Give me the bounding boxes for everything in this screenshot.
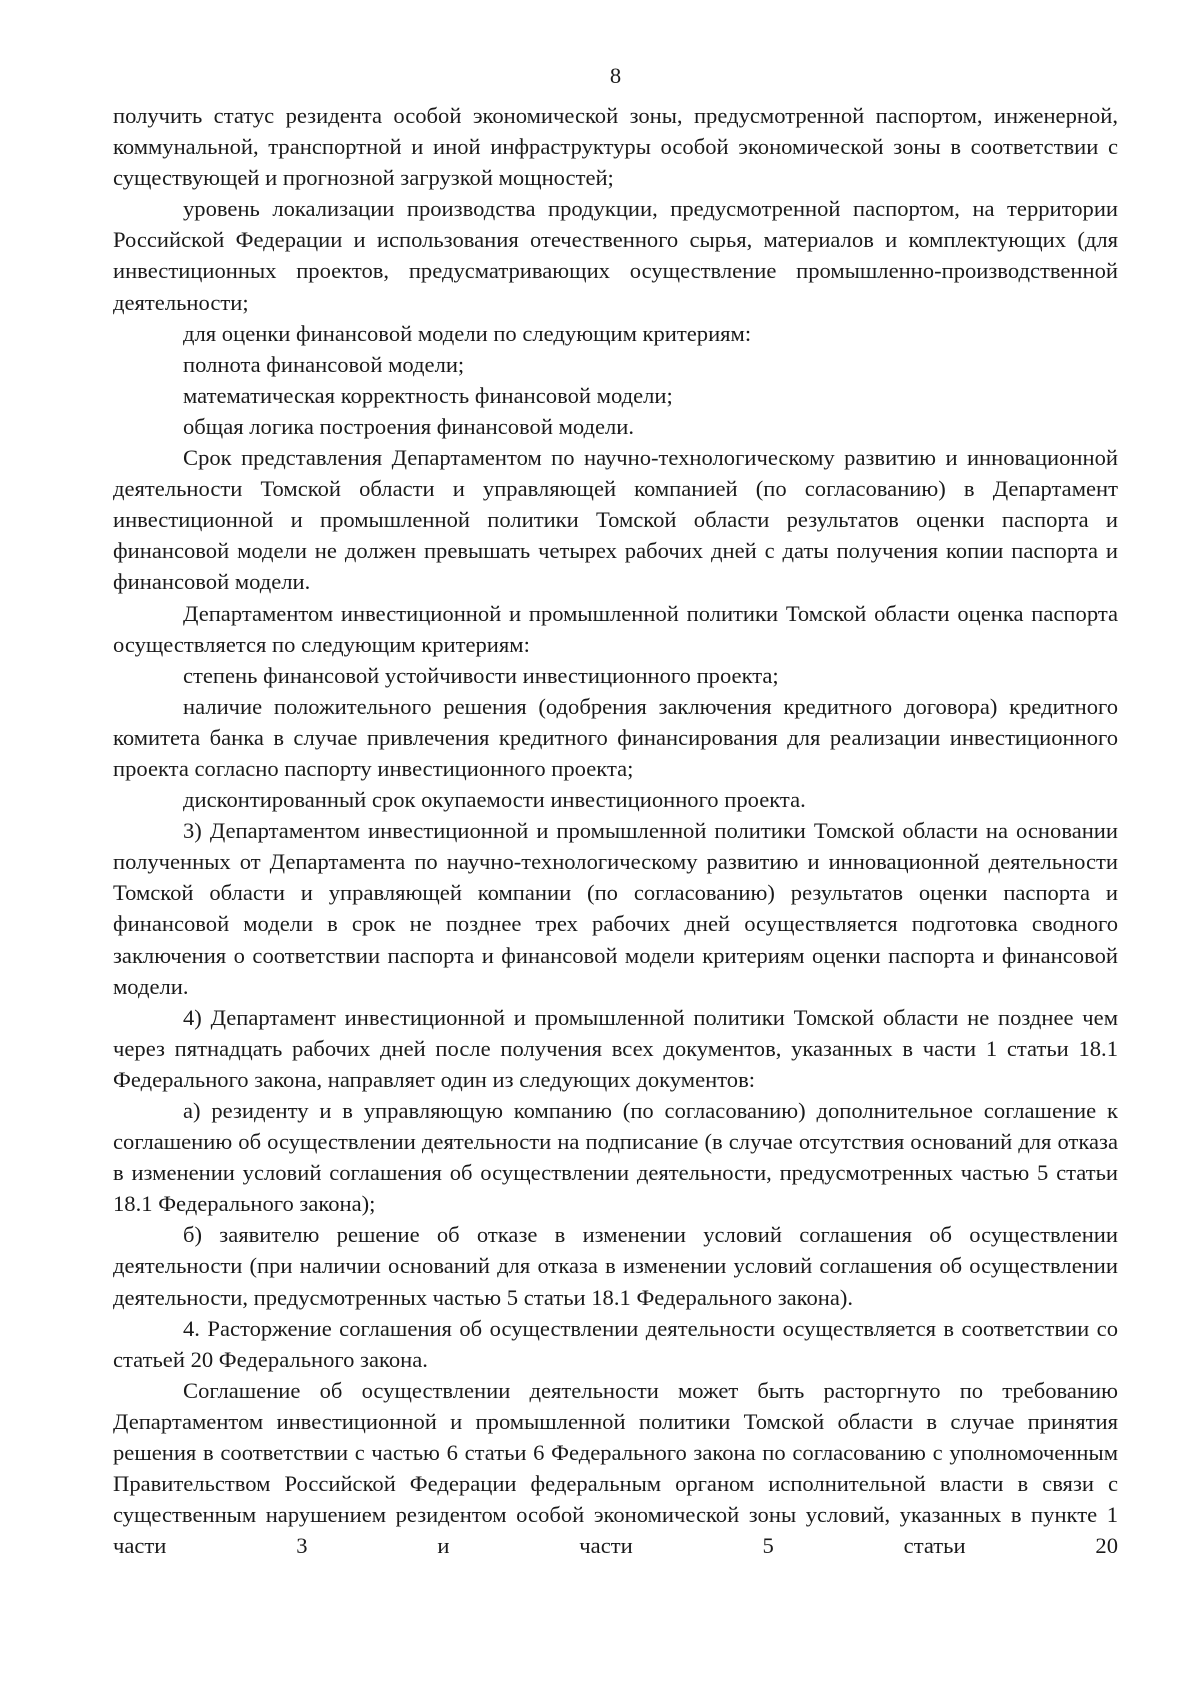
page-number: 8 — [609, 63, 622, 88]
paragraph: 4) Департамент инвестиционной и промышленной политики Томской области не позднее чем через пятнадцать рабочих дней после получения всех документов, указанных в части 1 статьи 18.1 Федерального закона, направляет один из следующих документов: — [113, 1004, 1118, 1092]
paragraph: общая логика построения финансовой модели. — [183, 413, 635, 439]
paragraph: степень финансовой устойчивости инвестиционного проекта; — [183, 662, 779, 688]
paragraph: математическая корректность финансовой модели; — [183, 382, 673, 408]
paragraph: для оценки финансовой модели по следующим критериям: — [183, 320, 752, 346]
paragraph: а) резиденту и в управляющую компанию (по согласованию) дополнительное соглашение к соглашению об осуществлении деятельности на подписание (в случае отсутствия оснований для отказа в изменении условий соглашения об осуществлении деятельности, предусмотренных частью 5 статьи 18.1 Федерального закона); — [113, 1098, 1118, 1217]
paragraph: получить статус резидента особой экономической зоны, предусмотренной паспортом, инженерной, коммунальной, транспортной и иной инфраструктуры особой экономической зоны в соответствии с существующей и прогнозной загрузкой мощностей; — [113, 103, 1118, 191]
paragraph: дисконтированный срок окупаемости инвестиционного проекта. — [183, 787, 806, 813]
paragraph: уровень локализации производства продукции, предусмотренной паспортом, на территории Российской Федерации и использования отечественного сырья, материалов и комплектующих (для инвестиционных проектов, предусматривающих осуществление промышленно-производственной деятельности; — [113, 196, 1118, 315]
paragraph: наличие положительного решения (одобрения заключения кредитного договора) кредитного комитета банка в случае привлечения кредитного финансирования для реализации инвестиционного проекта согласно паспорту инвестиционного проекта; — [113, 693, 1118, 781]
paragraph: 3) Департаментом инвестиционной и промышленной политики Томской области на основании полученных от Департамента по научно-технологическому развитию и инновационной деятельности Томской области и управляющей компании (по согласованию) результатов оценки паспорта и финансовой модели в срок не позднее трех рабочих дней осуществляется подготовка сводного заключения о соответствии паспорта и финансовой модели критериям оценки паспорта и финансовой модели. — [113, 818, 1118, 999]
paragraph: полнота финансовой модели; — [183, 351, 465, 377]
paragraph: 4. Расторжение соглашения об осуществлении деятельности осуществляется в соответствии со статьей 20 Федерального закона. — [113, 1315, 1118, 1372]
paragraph: б) заявителю решение об отказе в изменении условий соглашения об осуществлении деятельности (при наличии оснований для отказа в изменении условий соглашения об осуществлении деятельности, предусмотренных частью 5 статьи 18.1 Федерального закона). — [113, 1222, 1118, 1310]
paragraph: Срок представления Департаментом по научно-технологическому развитию и инновационной деятельности Томской области и управляющей компанией (по согласованию) в Департамент инвестиционной и промышленной политики Томской области результатов оценки паспорта и финансовой модели не должен превышать четырех рабочих дней с даты получения копии паспорта и финансовой модели. — [113, 445, 1118, 595]
document-page — [113, 60, 1118, 1561]
paragraph: Соглашение об осуществлении деятельности может быть расторгнуто по требованию Департаментом инвестиционной и промышленной политики Томской области в случае принятия решения в соответствии с частью 6 статьи 6 Федерального закона по согласованию с уполномоченным Правительством Российской Федерации федеральным органом исполнительной власти в связи с существенным нарушением резидентом особой экономической зоны условий, указанных в пункте 1 части 3 и части 5 статьи 20 — [113, 1377, 1118, 1559]
paragraph: Департаментом инвестиционной и промышленной политики Томской области оценка паспорта осуществляется по следующим критериям: — [113, 600, 1118, 657]
